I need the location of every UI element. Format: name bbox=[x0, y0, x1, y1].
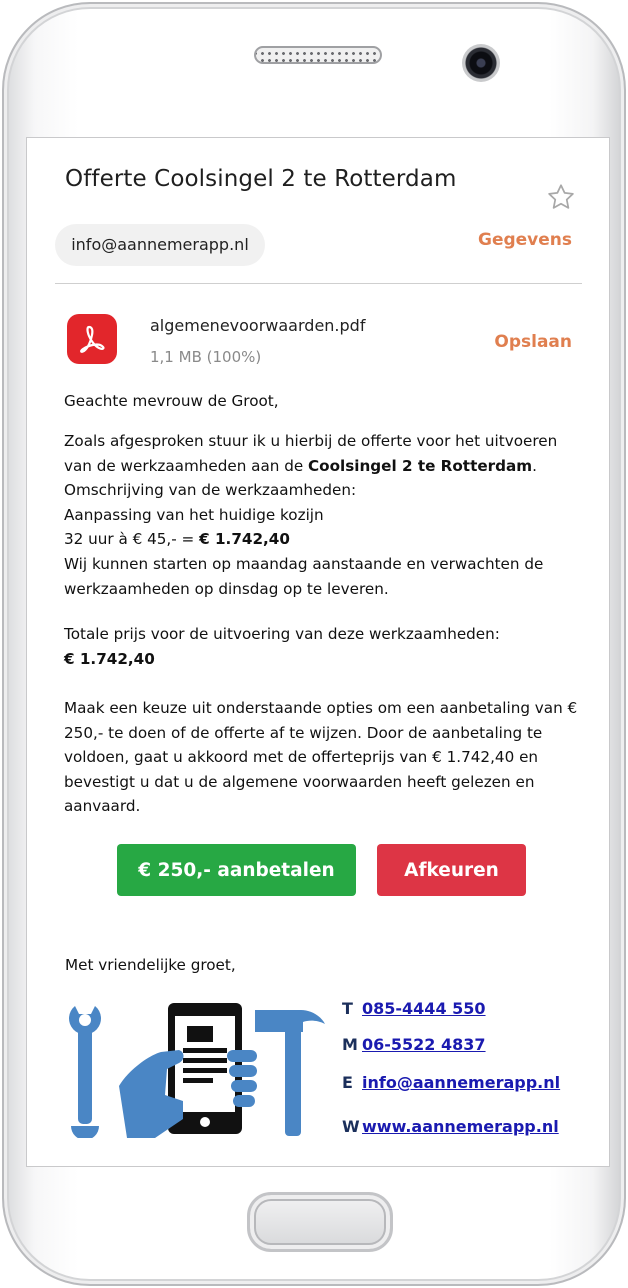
phone-link[interactable]: 085-4444 550 bbox=[362, 999, 486, 1018]
pdf-icon[interactable] bbox=[67, 314, 117, 364]
home-button[interactable] bbox=[247, 1192, 393, 1252]
total-amount: € 1.742,40 bbox=[64, 649, 155, 668]
total-label: Totale prijs voor de uitvoering van deze werkzaamheden: bbox=[64, 625, 500, 643]
front-camera bbox=[462, 44, 500, 82]
schedule-text: Wij kunnen starten op maandag aanstaande en verwachten de werkzaamheden op dinsdag op te leveren. bbox=[64, 554, 544, 598]
header-divider bbox=[55, 283, 582, 284]
closing-text: Met vriendelijke groet, bbox=[65, 956, 236, 974]
phone-frame bbox=[2, 2, 626, 1286]
email-link[interactable]: info@aannemerapp.nl bbox=[362, 1073, 561, 1092]
greeting-paragraph: Geachte mevrouw de Groot, bbox=[64, 392, 279, 410]
earpiece-speaker bbox=[254, 46, 382, 64]
contact-phone bbox=[342, 999, 486, 1018]
web-letter: W bbox=[342, 1117, 360, 1136]
intro-text: Zoals afgesproken stuur ik u hierbij de offerte voor het uitvoeren van de werkzaamheden aan de bbox=[64, 432, 558, 475]
website-link[interactable]: www.aannemerapp.nl bbox=[362, 1117, 559, 1136]
save-attachment-link[interactable]: Opslaan bbox=[494, 332, 572, 352]
location-text: Coolsingel 2 te Rotterdam bbox=[308, 456, 533, 475]
email-subject: Offerte Coolsingel 2 te Rotterdam bbox=[65, 166, 457, 192]
company-logo bbox=[55, 998, 325, 1138]
wrench-icon bbox=[69, 1006, 101, 1138]
reject-button[interactable]: Afkeuren bbox=[377, 844, 526, 896]
description-item: Aanpassing van het huidige kozijn bbox=[64, 505, 324, 524]
contact-email bbox=[342, 1073, 560, 1092]
mobile-letter: M bbox=[342, 1035, 358, 1054]
hammer-icon bbox=[255, 1010, 325, 1136]
choice-paragraph: Maak een keuze uit onderstaande opties om een aanbetaling van € 250,- te doen of de offerte af te wijzen. Door de aanbetaling te voldoen, gaat u akkoord met de offerteprijs van € 1.742,40 en bevestigt u dat u de algemene voorwaarden heeft gelezen en aanvaard. bbox=[64, 699, 578, 816]
calculation-text: 32 uur à € 45,- = bbox=[64, 530, 200, 549]
intro-end: . bbox=[532, 456, 537, 475]
attachment-size: 1,1 MB (100%) bbox=[150, 348, 262, 366]
email-screen bbox=[26, 137, 610, 1167]
phone-letter: T bbox=[342, 999, 353, 1018]
contact-mobile bbox=[342, 1035, 486, 1054]
acrobat-swirl-icon bbox=[75, 322, 109, 356]
attachment-filename[interactable]: algemenevoorwaarden.pdf bbox=[150, 316, 366, 335]
details-link[interactable]: Gegevens bbox=[477, 230, 572, 250]
email-letter: E bbox=[342, 1073, 353, 1092]
star-icon[interactable] bbox=[546, 182, 576, 212]
sender-chip[interactable]: info@aannemerapp.nl bbox=[55, 224, 265, 266]
mobile-link[interactable]: 06-5522 4837 bbox=[362, 1035, 486, 1054]
calculation-amount: € 1.742,40 bbox=[199, 530, 290, 549]
pay-deposit-button[interactable]: € 250,- aanbetalen bbox=[117, 844, 356, 896]
total-paragraph bbox=[64, 622, 584, 671]
offer-paragraph bbox=[64, 429, 584, 601]
contact-website bbox=[342, 1117, 559, 1136]
description-heading: Omschrijving van de werkzaamheden: bbox=[64, 481, 357, 500]
